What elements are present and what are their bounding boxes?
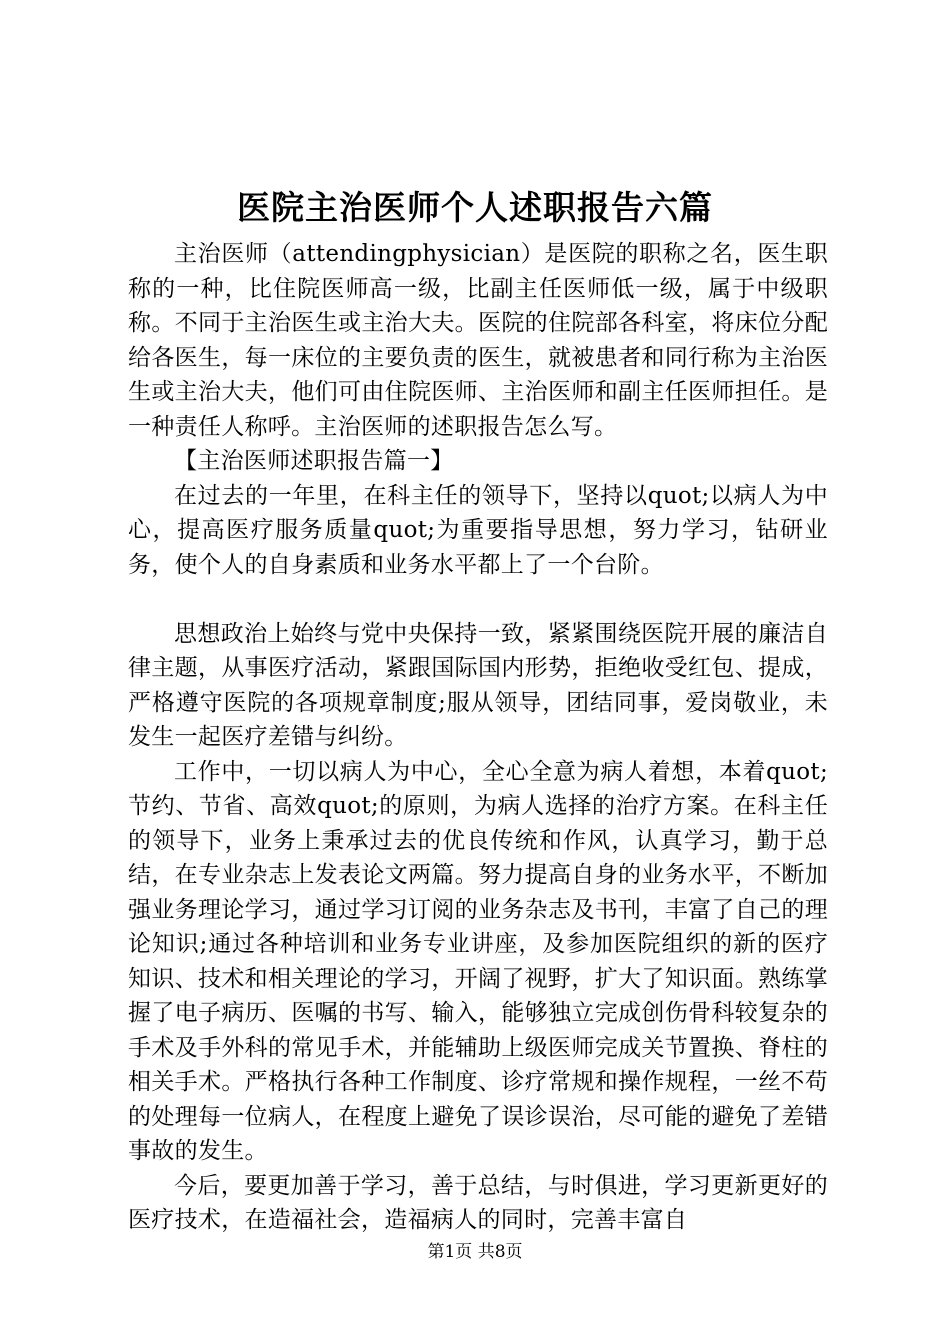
paragraph-intro: 主治医师（attendingphysician）是医院的职称之名，医生职称的一种，比住院医师高一级，比副主任医师低一级，属于中级职称。不同于主治医生或主治大夫。医院的住院部各科室，将床位分配给各医生，每一床位的主要负责的医生，就被患者和同行称为主治医生或主治大夫，他们可由住院医师、主治医师和副主任医师担任。是一种责任人称呼。主治医师的述职报告怎么写。 <box>128 241 828 440</box>
document-body <box>128 237 828 1238</box>
paragraph: 在过去的一年里，在科主任的领导下，坚持以quot;以病人为中心，提高医疗服务质量quot;为重要指导思想，努力学习，钻研业务，使个人的自身素质和业务水平都上了一个台阶。 <box>128 482 828 578</box>
paragraph: 思想政治上始终与党中央保持一致，紧紧围绕医院开展的廉洁自律主题，从事医疗活动，紧跟国际国内形势，拒绝收受红包、提成，严格遵守医院的各项规章制度;服从领导，团结同事，爱岗敬业，未发生一起医疗差错与纠纷。 <box>128 620 828 750</box>
page-number-footer: 第1页 共8页 <box>427 1242 523 1262</box>
paragraph: 今后，要更加善于学习，善于总结，与时俱进，学习更新更好的医疗技术，在造福社会，造福病人的同时，完善丰富自 <box>128 1172 828 1233</box>
blank-line <box>128 582 828 617</box>
document-title: 医院主治医师个人述职报告六篇 <box>237 188 713 227</box>
section-heading: 【主治医师述职报告篇一】 <box>174 448 454 474</box>
paragraph: 工作中，一切以病人为中心，全心全意为病人着想，本着quot;节约、节省、高效quot;的原则，为病人选择的治疗方案。在科主任的领导下，业务上秉承过去的优良传统和作风，认真学习，勤于总结，在专业杂志上发表论文两篇。努力提高自身的业务水平，不断加强业务理论学习，通过学习订阅的业务杂志及书刊，丰富了自己的理论知识;通过各种培训和业务专业讲座，及参加医院组织的新的医疗知识、技术和相关理论的学习，开阔了视野，扩大了知识面。熟练掌握了电子病历、医嘱的书写、输入，能够独立完成创伤骨科较复杂的手术及手外科的常见手术，并能辅助上级医师完成关节置换、脊柱的相关手术。严格执行各种工作制度、诊疗常规和操作规程，一丝不苟的处理每一位病人，在程度上避免了误诊误治，尽可能的避免了差错事故的发生。 <box>128 758 828 1164</box>
